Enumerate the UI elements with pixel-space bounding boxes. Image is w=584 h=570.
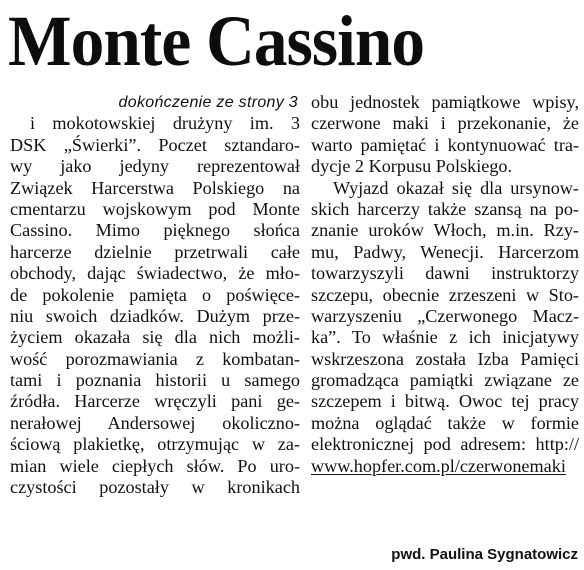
article-column-right [311,92,579,477]
text-line: warzyszeniu „Czerwonego Macz- [311,305,579,326]
article-column-left [10,92,300,498]
text-line: szczepem i bitwą. Owoc tej pracy [311,391,579,412]
text-line: wskrzeszona została Izba Pamięci [311,348,579,369]
text-line: Cassino. Mimo pięknego słońca [10,220,300,241]
text-line: DSK „Świerki”. Poczet sztandaro- [10,134,300,155]
text-line: elektronicznej pod adresem: http:// [311,434,579,455]
text-line: warto pamiętać i kontynuować tra- [311,134,579,155]
text-line: czerwone maki i przekonanie, że [311,113,579,134]
text-line: mian wiele ciepłych słów. Po uro- [10,455,300,476]
text-line: szczepu, obecnie zrzeszeni w Sto- [311,284,579,305]
text-line: gromadząca pamiątki związane ze [311,370,579,391]
text-line: obchody, dając świadectwo, że mło- [10,263,300,284]
text-line: obu jednostek pamiątkowe wpisy, [311,92,579,112]
text-line: wość porozmawiania z kombatan- [10,348,300,369]
url-link[interactable]: www.hopfer.com.pl/czerwonemaki [311,455,566,476]
text-line: można oglądać także w formie [311,412,579,433]
text-line: dycje 2 Korpusu Polskiego. [311,156,513,177]
text-line: ka”. To właśnie z ich inicjatywy [311,327,579,348]
continuation-note: dokończenie ze stronу 3 [118,94,298,111]
text-line: Wyjazd okazał się dla ursynow- [333,177,579,198]
text-line: życiem okazała się dla nich możli- [10,327,300,348]
text-line: źródła. Harcerze wręczyli pani ge- [10,391,300,412]
text-line: nerałowej Andersowej okoliczno- [10,412,300,433]
text-line: cmentarzu wojskowym pod Monte [10,198,300,219]
article-title: Monte Cassino [8,1,425,81]
text-line: tami i poznania historii u samego [10,370,300,391]
text-line: i mokotowskiej drużyny im. 3 [30,113,300,134]
text-line: czystości pozostały w kronikach [10,477,300,498]
text-line: Związek Harcerstwa Polskiego na [10,177,300,198]
text-line: niu swoich dziadków. Dużym prze- [10,305,300,326]
text-line: de pokolenie pamięta o poświęce- [10,284,300,305]
text-line: harcerze dzielnie przetrwali całe [10,241,300,262]
text-line: skich harcerzy także szansą na po- [311,198,579,219]
text-line: znanie uroków Włoch, m.in. Rzy- [311,220,579,241]
text-line: towarzyszyli dawni instruktorzy [311,263,579,284]
text-line: wy jako jedyny reprezentował [10,156,300,177]
text-line: mu, Padwy, Wenecji. Harcerzom [311,241,579,262]
text-line: ściową plakietkę, otrzymując w za- [10,434,300,455]
author-signature: pwd. Paulina Sygnatowicz [391,546,578,563]
